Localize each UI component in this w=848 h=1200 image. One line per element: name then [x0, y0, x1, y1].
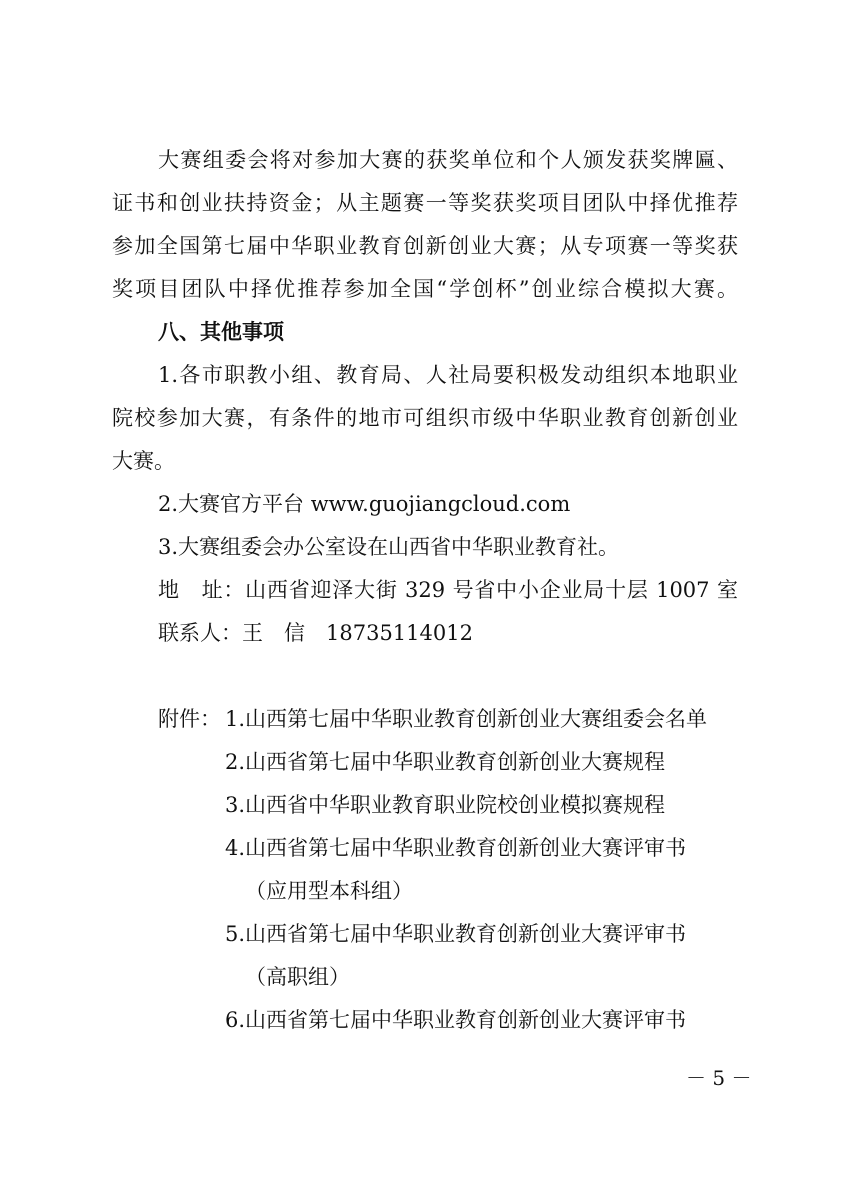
attachments-label: 附件： — [158, 707, 221, 731]
body-text-line: 大赛。 — [112, 449, 175, 473]
body-text-line: 1.各市职教小组、教育局、人社局要积极发动组织本地职业 — [158, 363, 738, 387]
address-line: 地 址：山西省迎泽大街 329 号省中小企业局十层 1007 室 — [158, 578, 738, 602]
attachment-item: 3.山西省中华职业教育职业院校创业模拟赛规程 — [225, 793, 666, 817]
platform-line: 2.大赛官方平台 www.guojiangcloud.com — [158, 492, 571, 516]
attachment-item: 1.山西第七届中华职业教育创新创业大赛组委会名单 — [225, 707, 708, 731]
body-text-line: 证书和创业扶持资金；从主题赛一等奖获奖项目团队中择优推荐 — [112, 191, 738, 215]
contact-line: 联系人：王 信 18735114012 — [158, 621, 473, 645]
body-text-line: 大赛组委会将对参加大赛的获奖单位和个人颁发获奖牌匾、 — [158, 148, 738, 172]
attachment-item: 2.山西省第七届中华职业教育创新创业大赛规程 — [225, 750, 666, 774]
office-line: 3.大赛组委会办公室设在山西省中华职业教育社。 — [158, 535, 620, 559]
body-text-line: 院校参加大赛，有条件的地市可组织市级中华职业教育创新创业 — [112, 406, 738, 430]
attachment-item-continuation: （应用型本科组） — [245, 879, 413, 903]
attachment-item: 4.山西省第七届中华职业教育创新创业大赛评审书 — [225, 836, 687, 860]
section-heading: 八、其他事项 — [158, 320, 284, 344]
attachment-item: 6.山西省第七届中华职业教育创新创业大赛评审书 — [225, 1008, 687, 1032]
body-text-line: 奖项目团队中择优推荐参加全国“学创杯”创业综合模拟大赛。 — [112, 277, 738, 301]
body-text-line: 参加全国第七届中华职业教育创新创业大赛；从专项赛一等奖获 — [112, 234, 738, 258]
page-number: － 5 － — [686, 1066, 752, 1090]
attachment-item: 5.山西省第七届中华职业教育创新创业大赛评审书 — [225, 922, 687, 946]
attachment-item-continuation: （高职组） — [245, 965, 350, 989]
